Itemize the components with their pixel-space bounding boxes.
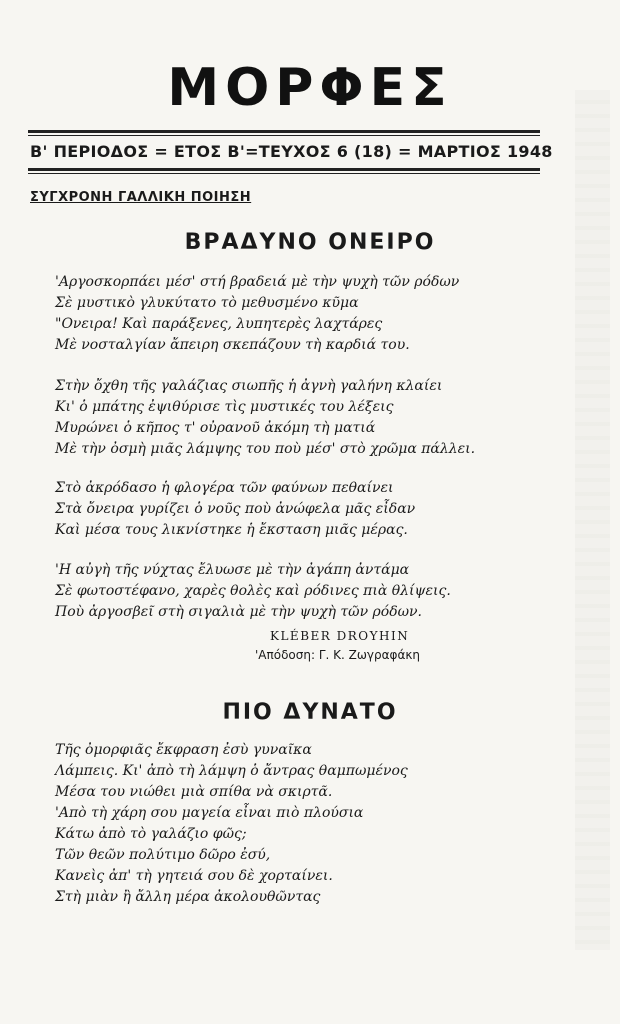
show-through-texture <box>575 90 610 950</box>
poem-line: Στὸ ἀκρόδασο ἡ φλογέρα τῶν φαύνων πεθαίνει <box>55 480 394 496</box>
poem1-stanza-3 <box>55 478 415 541</box>
poem-line: Στὴ μιὰν ἢ ἄλλη μέρα ἀκολουθῶντας <box>55 889 321 905</box>
poem1-stanza-4 <box>55 560 451 623</box>
poem-line: 'Απὸ τὴ χάρη σου μαγεία εἶναι πιὸ πλούσια <box>55 805 364 821</box>
poem-line: "Ονειρα! Καὶ παράξενες, λυπητερὲς λαχτάρες <box>55 316 383 332</box>
masthead-title: ΜΟΡΦΕΣ <box>167 58 453 118</box>
poem-line: 'Η αὐγὴ τῆς νύχτας ἔλυωσε μὲ τὴν ἀγάπη ἀντάμα <box>55 562 410 578</box>
poem1-translator: 'Απόδοση: Γ. Κ. Ζωγραφάκη <box>255 648 421 662</box>
poem-line: Μὲ νοσταλγίαν ἄπειρη σκεπάζουν τὴ καρδιά του. <box>55 337 410 353</box>
poem-line: Τῶν θεῶν πολύτιμο δῶρο ἐσύ, <box>55 847 271 863</box>
section-heading: ΣΥΓΧΡΟΝΗ ΓΑΛΛΙΚΗ ΠΟΙΗΣΗ <box>30 190 252 205</box>
poem1-stanza-2 <box>55 376 475 460</box>
poem-line: Σὲ φωτοστέφανο, χαρὲς θολὲς καὶ ρόδινες πιὰ θλίψεις. <box>55 583 451 599</box>
issue-line: Β' ΠΕΡΙΟΔΟΣ = ΕΤΟΣ Β'=ΤΕΥΧΟΣ 6 (18) = ΜΑΡΤΙΟΣ 1948 <box>30 142 553 161</box>
rule-bottom <box>28 168 540 171</box>
poem-line: Καὶ μέσα τους λικνίστηκε ἡ ἔκσταση μιᾶς μέρας. <box>55 522 408 538</box>
poem-line: Μέσα του νιώθει μιὰ σπίθα νὰ σκιρτᾶ. <box>55 784 333 800</box>
poem2-body <box>55 740 408 908</box>
poem1-title: ΒΡΑΔΥΝΟ ΟΝΕΙΡΟ <box>184 230 436 255</box>
poem-line: Σὲ μυστικὸ γλυκύτατο τὸ μεθυσμένο κῦμα <box>55 295 359 311</box>
poem1-stanza-1 <box>55 272 459 356</box>
poem-line: Μὲ τὴν ὀσμὴ μιᾶς λάμψης του ποὺ μέσ' στὸ χρῶμα πάλλει. <box>55 441 476 457</box>
poem-line: Ποὺ ἀργοσβεῖ στὴ σιγαλιὰ μὲ τὴν ψυχὴ τῶν ρόδων. <box>55 604 423 620</box>
rule-top <box>28 130 540 133</box>
poem-line: Τῆς ὀμορφιᾶς ἔκφραση ἐσὺ γυναῖκα <box>55 742 312 758</box>
poem-line: Κι' ὁ μπάτης ἐψιθύρισε τὶς μυστικές του λέξεις <box>55 399 394 415</box>
poem-line: 'Αργοσκορπάει μέσ' στή βραδειά μὲ τὴν ψυχὴ τῶν ρόδων <box>55 274 460 290</box>
poem-line: Κανεὶς ἀπ' τὴ γητειά σου δὲ χορταίνει. <box>55 868 333 884</box>
rule-bottom-thin <box>28 173 540 174</box>
poem-line: Λάμπεις. Κι' ἀπὸ τὴ λάμψη ὁ ἄντρας θαμπωμένος <box>55 763 408 779</box>
poem-line: Στὴν ὄχθη τῆς γαλάζιας σιωπῆς ἡ ἀγνὴ γαλήνη κλαίει <box>55 378 443 394</box>
poem1-author: KLÉBER DROYHIN <box>270 629 410 643</box>
poem-line: Μυρώνει ὁ κῆπος τ' οὐρανοῦ ἀκόμη τὴ ματιά <box>55 420 376 436</box>
poem-line: Στὰ ὄνειρα γυρίζει ὁ νοῦς ποὺ ἀνώφελα μᾶς εἶδαν <box>55 501 416 517</box>
poem2-title: ΠΙΟ ΔΥΝΑΤΟ <box>222 700 398 725</box>
rule-top-thin <box>28 135 540 136</box>
poem-line: Κάτω ἀπὸ τὸ γαλάζιο φῶς; <box>55 826 247 842</box>
